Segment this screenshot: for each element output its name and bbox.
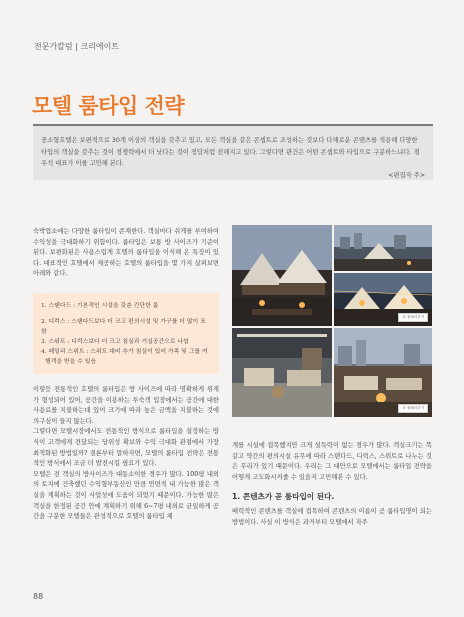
list-item-text: 3. 스위트 : 디럭스보다 더 크고 침실과 거실공간으로 나뉨 bbox=[41, 339, 189, 345]
intro-box bbox=[33, 124, 433, 180]
list-item bbox=[41, 347, 211, 357]
paragraph: 이렇듯 전통적인 호텔의 룸타입은 방 사이즈에 따라 명확하게 위계가 형성되어 있어, 공간을 이용하는 투숙객 입장에서는 공간에 대한 사용료를 지불하는데 있어 크기에 따라 높은 금액을 지불하는 것에 의구심이 들지 않는다. bbox=[33, 386, 219, 425]
photo-night-glamping bbox=[334, 273, 432, 326]
article-title: 모텔 룸타입 전략 bbox=[32, 94, 185, 118]
paragraph: 배력적인 콘텐츠를 객실에 접목하여 콘텐츠의 이름이 곧 룸타입명이 되는 방법이다. 사실 이 방식은 과거부터 모텔에서 자주 bbox=[232, 507, 432, 526]
paragraph: 그렇다면 모텔시장에서도 전통적인 방식으로 룸타입을 설정하는 방식이 고객에게 전달되는 당위성 확보와 수익 극대화 관점에서 가장 최적화된 방법일까? 결론부터 말하자면, 모텔의 룸타입 전략은 전통적인 방식에서 조금 더 발전시킬 필요가 있다. bbox=[33, 428, 219, 468]
section-subhead: 1. 콘텐츠가 곧 룸타입이 된다. bbox=[232, 492, 335, 502]
photo-credit: © 원태마루카 bbox=[398, 404, 428, 413]
list-item bbox=[41, 301, 211, 311]
list-item-text: 1. 스탠다드 : 기본적인 시설을 갖춘 간단한 룸 bbox=[41, 303, 159, 309]
room-type-list bbox=[33, 293, 219, 374]
left-column-body bbox=[33, 385, 219, 523]
photo-terrace-lounge bbox=[334, 328, 432, 417]
intro-text: 중소형호텔은 보편적으로 30개 이상의 객실을 갖추고 있고, 모든 객실을 같은 콘셉트로 조성하는 것보다 다채로운 콘텐츠를 적용해 다양한 타입의 객실을 갖추는 것이 경쟁력에서 더 낫다는 것이 정답처럼 전해지고 있다. 그렇다면 관건은 어떤 콘셉트와 타입으로 구분하느냐다. 점우석 대표가 이를 고민해 본다. bbox=[41, 137, 420, 167]
paragraph: 계를 시설에 접목했지만 크게 설득력이 없는 경우가 많다. 객실크기는 똑같고 약간의 편의시설 유무에 따라 스탠다드, 디럭스, 스위트로 나누는 것은 무리가 있기 때문이다. 우리는 그 대안으로 모텔에서는 룸타입 전략을 어떻게 고도화시켜줄 수 있을지 고민해본 수 있다. bbox=[232, 442, 432, 481]
photo-credit: © 원태마루카 bbox=[398, 313, 428, 322]
list-item bbox=[41, 317, 211, 337]
left-column-intro: 숙박업소에는 다양한 룸타입이 존재한다. 객실마다 쉬게를 부여하여 수익성을 극대화하기 위함이다. 룸타입은 보통 방 사이즈가 기준이 된다. 보편화된은 사용스럽게 호텔의 룸타입을 이식해 온 특징이 있다. 대표적인 호텔에서 제공하는 호텔의 룸타입을 몇 가지 살펴보면 아래와 같다. bbox=[33, 228, 219, 278]
list-item-text: 2. 디럭스 : 스탠다드보다 더 크고 편의시설 및 가구를 더 많이 포함 bbox=[41, 319, 206, 335]
page-number: 88 bbox=[33, 592, 44, 601]
right-column bbox=[232, 441, 432, 528]
photo-collage bbox=[232, 225, 432, 417]
photo-indoor-lounge bbox=[232, 328, 332, 417]
photo-glamping-tents bbox=[232, 225, 332, 326]
list-item-continuation bbox=[41, 357, 211, 367]
list-item-text: 행객을 받을 수 있음 bbox=[45, 359, 97, 365]
section-label: 전문가칼럼 | 크리에이트 bbox=[34, 42, 120, 51]
paragraph: 모텔은 전 객실의 방사이즈가 대동소이한 경우가 많다. 100평 내외의 토지에 건축했던 수익형부동산인 만큼 연면적 내 가능한 많은 객실을 계획하는 것이 사업성에 도움이 되었기 때문이다. 가능한 많은 객실을 한정된 공간 안에 계획하기 위해 6~7평 내외로 균일하게 공간을 구분한 모텔들은 관성적으로 호텔의 룸타입 체 bbox=[33, 470, 219, 521]
photo-rooftop-city bbox=[334, 225, 432, 271]
list-item-text: 4. 패밀리 스위트 : 스위트 대비 추가 침실이 있어 가족 및 그룹 여 bbox=[41, 349, 208, 355]
editor-note: <편집자 주> bbox=[388, 171, 425, 179]
list-item bbox=[41, 337, 211, 347]
